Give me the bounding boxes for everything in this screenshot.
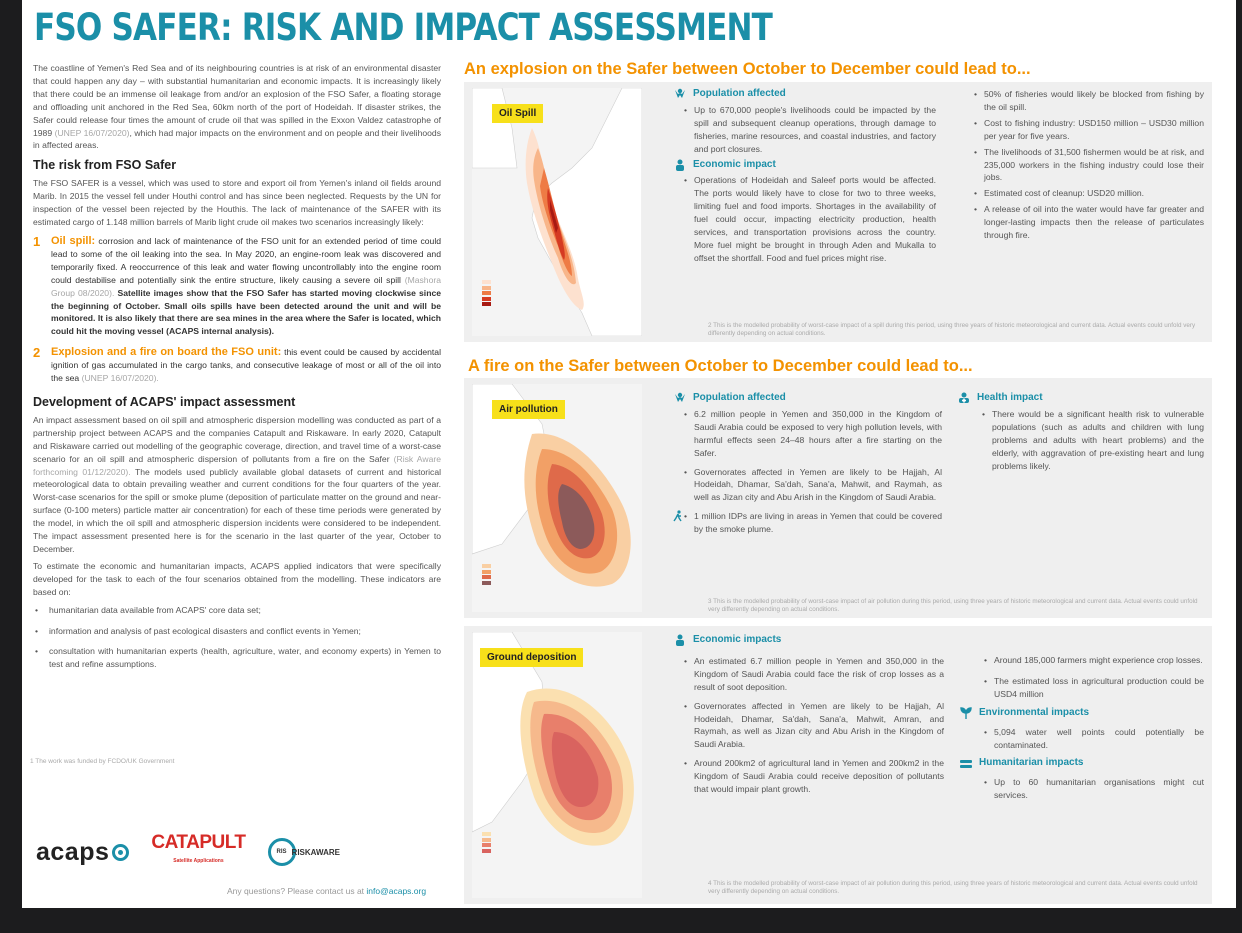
acaps-logo[interactable]: acaps	[36, 838, 129, 867]
infographic-sheet	[22, 0, 1236, 908]
list-item: • The estimated loss in agricultural production could be USD4 million	[994, 675, 1204, 701]
fire-panel	[464, 378, 1212, 618]
dev-heading: Development of ACAPS' impact assessment	[33, 394, 296, 409]
map-legend	[482, 832, 522, 854]
population-affected-heading: Population affected	[674, 392, 942, 405]
list-item: • Governorates affected in Yemen are likely to be Hajjah, Al Hodeidah, Dhamar, Sa'dah, Sana'a, Mahwit, and Raymah, as well as Jizan city and Abu Arish in the Kingdom of Saudi Arabia.	[694, 466, 942, 505]
risk-heading: The risk from FSO Safer	[33, 158, 177, 173]
deposition-panel	[464, 626, 1212, 904]
list-item: • Cost to fishing industry: USD150 million – USD30 million per year for five years.	[984, 117, 1204, 143]
list-item: • humanitarian data available from ACAPS' core data set;	[33, 604, 441, 617]
scenario-explosion: 2 Explosion and a fire on board the FSO unit: this event could be caused by accidental ignition of gas accumulated in the cargo tanks, and consecutive leakage of most or all of the oil into the sea (UNEP 16/07/2020).	[33, 345, 441, 384]
idp-block	[674, 510, 942, 536]
map-legend	[482, 280, 522, 308]
contact-line: Any questions? Please contact us at info@acaps.org	[227, 886, 427, 896]
health-impact-heading: Health impact	[958, 392, 1204, 405]
oil-spill-map	[472, 88, 642, 336]
list-item: • Around 185,000 farmers might experience crop losses.	[994, 654, 1204, 667]
risk-paragraph: The FSO SAFER is a vessel, which was used to store and export oil from Yemen's inland oil fields around Marib. In 2015 the vessel fell under Houthi control and has since been neglected. Requests by the UN for inspection of the vessel been rejected by the Houthis. The lack of maintenance of the SAFER with its estimated cargo of 1.148 million barrels of Marib light crude oil makes two scenarios increasingly likely:	[33, 178, 441, 228]
riskaware-logo[interactable]: RIS RISKAWARE	[268, 838, 340, 866]
hands-icon	[960, 758, 972, 770]
deposition-right-column	[960, 654, 1204, 805]
list-item: • 50% of fisheries would likely be blocked from fishing by the oil spill.	[984, 88, 1204, 114]
ground-deposition-map-graphic	[472, 632, 642, 898]
money-person-icon	[674, 159, 686, 171]
scenario-number: 1	[33, 233, 41, 249]
list-item: • 5,094 water well points could potentially be contaminated.	[994, 726, 1204, 752]
fire-footnote: 3 This is the modelled probability of worst-case impact of air pollution during this period, using three years of historic meteorological and current data. Actual events could unfold very differently depending on actual conditions.	[708, 598, 1198, 613]
list-item: • 6.2 million people in Yemen and 350,000 in the Kingdom of Saudi Arabia could be exposed to very high pollution levels, with harmful effects seen 24–48 hours after a fire starting on the Safer.	[694, 408, 942, 460]
economic-impacts-heading: Economic impacts	[674, 634, 944, 647]
map-label: Oil Spill	[492, 104, 543, 123]
list-item: • Governorates affected in Yemen are likely to be Hajjah, Al Hodeidah, Dhamar, Sa'dah, Sana'a, Mahwit, Amran, and Raymah, as well as Jizan city and Abu Arish in the Kingdom of Saudi Arabia.	[694, 700, 944, 752]
list-item: • An estimated 6.7 million people in Yemen and 350,000 in the Kingdom of Saudi Arabia could face the risk of crop losses as a result of soot deposition.	[694, 655, 944, 694]
people-icon	[674, 392, 686, 404]
map-legend	[482, 564, 522, 586]
list-item: • consultation with humanitarian experts (health, agriculture, water, and economy experts) in Yemen to test and refine assumptions.	[33, 645, 441, 671]
environmental-impacts-heading: Environmental impacts	[960, 707, 1204, 720]
scenario-oil-spill: 1 Oil spill: corrosion and lack of maintenance of the FSO unit for an extended period of time could lead to some of the oil leaking into the sea. In May 2020, an engine-room leak was discovered and temporarily fixed. A reoccurrence of this leak and water flowing uncontrollably into the engine room could destabilise and potentially sink the entire structure, likely causing a severe oil spill (Mashora Group 08/2020). Satellite images show that the FSO Safer has started moving clockwise since the beginning of October. Small oils spills have been detected around the unit and will be monitored. It is also likely that there are sea mines in the area where the Safer is located, which could hit the moving vessel (ACAPS internal analysis).	[33, 233, 442, 337]
money-person-icon	[674, 634, 686, 646]
list-item: • information and analysis of past ecological disasters and conflict events in Yemen;	[33, 625, 441, 638]
explosion-footnote: 2 This is the modelled probability of worst-case impact of a spill during this period, using three years of historic meteorological and current data. Actual events could unfold very differently depending on actual conditions.	[708, 322, 1196, 337]
explosion-panel	[464, 82, 1212, 342]
explosion-right-column	[972, 88, 1204, 245]
contact-email-link[interactable]: info@acaps.org	[366, 886, 427, 896]
riskaware-ring-icon: RIS	[268, 838, 296, 866]
economic-impact-heading: Economic impact	[674, 159, 936, 172]
list-item: • Estimated cost of cleanup: USD20 million.	[984, 187, 1204, 200]
deposition-footnote: 4 This is the modelled probability of worst-case impact of air pollution during this period, using three years of historic meteorological and current data. Actual events could unfold very differently depending on actual conditions.	[708, 880, 1198, 895]
plant-icon	[960, 707, 972, 719]
location-pin-icon	[112, 844, 129, 861]
ground-deposition-map	[472, 632, 642, 898]
explosion-heading: An explosion on the Safer between October to December could lead to...	[464, 60, 1031, 78]
dev-paragraph-2: To estimate the economic and humanitarian impacts, ACAPS applied indicators that were specifically developed for the task to each of the four scenarios obtained from the modelling. These indicators are based on:	[33, 560, 441, 597]
indicator-list	[33, 604, 441, 672]
page-title: FSO SAFER: RISK AND IMPACT ASSESSMENT	[34, 6, 773, 49]
fire-left-column	[674, 392, 942, 539]
fire-right-column	[958, 392, 1204, 475]
explosion-left-column	[674, 88, 936, 268]
list-item: • Operations of Hodeidah and Saleef ports would be affected. The ports would likely have to close for two to three weeks, limiting fuel and food imports. Shortages in the availability of fuel could occur, impacting electricity production, health services, and transportation provisions across the country. More fuel might be brought in through Aden and Mukalla to offset the shortfall. Food and fuel prices might rise.	[694, 174, 936, 264]
list-item: • There would be a significant health risk to vulnerable populations (such as adults and children with lung problems and adults with heart problems) and the elderly, with aggravation of pre-existing heart and lung problems likely.	[992, 408, 1204, 473]
catapult-logo[interactable]: CATAPULT Satellite Applications	[151, 832, 246, 864]
population-affected-heading: Population affected	[674, 88, 936, 101]
map-label: Ground deposition	[480, 648, 583, 667]
humanitarian-impacts-heading: Humanitarian impacts	[960, 757, 1204, 770]
list-item: • A release of oil into the water would have far greater and longer-lasting impacts then the release of particulates through fire.	[984, 203, 1204, 242]
fire-heading: A fire on the Safer between October to December could lead to...	[468, 357, 973, 375]
footnote: 1 The work was funded by FCDO/UK Government	[30, 758, 175, 765]
partner-logos	[36, 832, 340, 872]
people-icon	[674, 88, 686, 100]
air-pollution-map	[472, 384, 642, 612]
deposition-left-column	[674, 634, 944, 799]
list-item: • Up to 670,000 people's livelihoods could be impacted by the spill and subsequent cleanup operations, through damage to fisheries, marine resources, and coastal industries, and factory and port closures.	[694, 104, 936, 156]
map-label: Air pollution	[492, 400, 565, 419]
list-item: • Around 200km2 of agricultural land in Yemen and 200km2 in the Kingdom of Saudi Arabia could receive deposition of pollutants that would impair plant growth.	[694, 757, 944, 796]
list-item: • 1 million IDPs are living in areas in Yemen that could be covered by the smoke plume.	[694, 510, 942, 536]
scenario-number: 2	[33, 345, 41, 361]
intro-paragraph: The coastline of Yemen's Red Sea and of its neighbouring countries is at risk of an environmental disaster that could happen any day – with substantial humanitarian and economic impacts. It is increasingly likely that there could be an immense oil leakage from and/or an explosion of the FSO Safer, a floating storage and offloading unit anchored in the Red Sea, 60km north of the port of Hodeidah. If disaster strikes, the Safer could release four times the amount of crude oil that was spilled in the Exxon Valdez catastrophe of 1989 (UNEP 16/07/2020), which had major impacts on the environment and on people and their livelihoods in affected areas.	[33, 63, 441, 151]
medical-icon	[958, 392, 970, 404]
walking-person-icon	[672, 510, 684, 522]
dev-paragraph-1: An impact assessment based on oil spill and atmospheric dispersion modelling was conducted as part of a partnership project between ACAPS and the companies Catapult and Riskaware. In early 2020, Catapult and Riskaware carried out modelling of the geographic coverage, direction, and travel time of a worst-case scenario for an oil spill and atmospheric dispersion of pollutants from a fire on the Safer (Risk Aware forthcoming 01/12/2020). The models used publicly available global datasets of current and historical meteorological data to obtain prevailing weather and current conditions for the four quarters of the year. Worst-case scenarios for the spill or smoke plume (deposition of particulate matter on the ground and near-surface (0-100 meters) particle matter air concentration) for each of these time periods were generated by the model, in which the oil spill and atmospheric dispersion incidents were considered to be independent. The impact assessment presented here is for the scenario in the last quarter of the year, October to December.	[33, 414, 442, 554]
list-item: • Up to 60 humanitarian organisations might cut services.	[994, 776, 1204, 802]
left-column	[33, 62, 441, 679]
list-item: • The livelihoods of 31,500 fishermen would be at risk, and 235,000 workers in the fishing industry could lose their jobs.	[984, 146, 1204, 185]
